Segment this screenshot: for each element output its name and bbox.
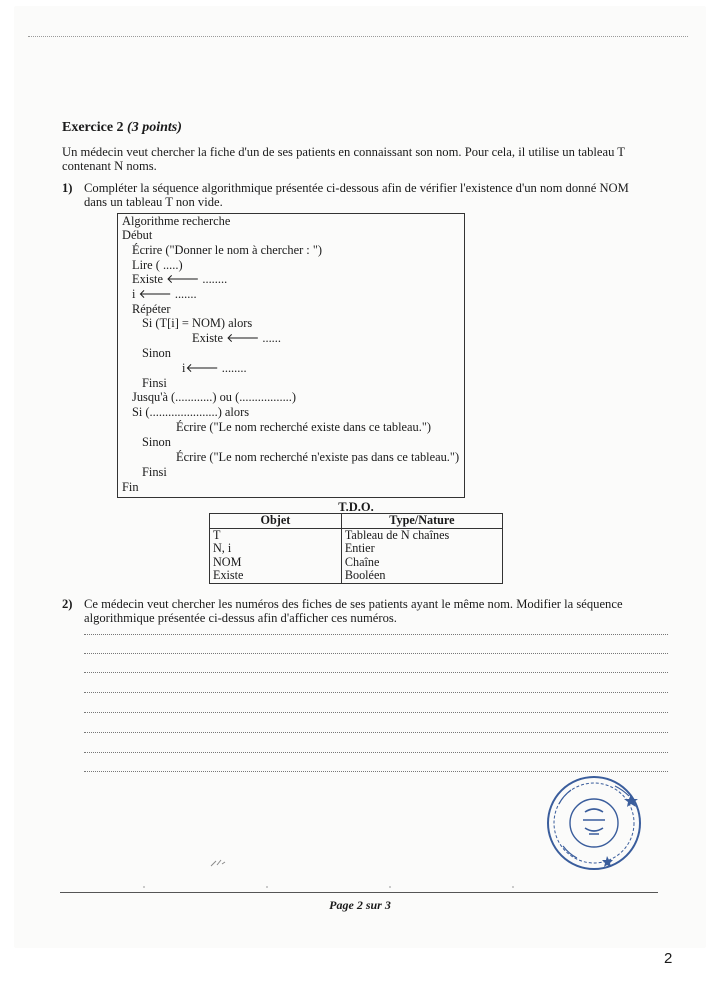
exam-page	[14, 6, 706, 948]
corner-number: 2	[664, 950, 673, 967]
algo-line: Fin	[122, 480, 139, 494]
algo-line: Sinon	[142, 435, 171, 449]
algo-line: i 🡐 .......	[132, 287, 197, 301]
tdo-cell: Chaîne	[341, 556, 502, 570]
print-speck	[512, 886, 514, 888]
algo-line: Finsi	[142, 376, 167, 390]
algo-line: Si (......................) alors	[132, 405, 250, 419]
algo-line: Répéter	[132, 302, 171, 316]
algo-line: Lire ( .....)	[132, 258, 183, 272]
question-2-line-2: algorithmique présentée ci-dessus afin d'afficher ces numéros.	[84, 611, 397, 625]
tdo-cell: Tableau de N chaînes	[341, 528, 502, 542]
tdo-title: T.D.O.	[338, 500, 374, 514]
print-speck	[143, 886, 145, 888]
algorithm-box	[117, 213, 465, 498]
answer-line	[84, 672, 668, 673]
algo-line: Si (T[i] = NOM) alors	[142, 316, 253, 330]
tdo-header-type: Type/Nature	[341, 514, 502, 529]
algo-line: Existe 🡐 ........	[132, 272, 228, 286]
tdo-table	[209, 513, 503, 584]
table-row	[210, 542, 503, 556]
tdo-cell: Existe	[210, 569, 342, 583]
question-1-number: 1)	[62, 181, 73, 195]
exercise-title	[62, 120, 182, 136]
algo-line: Sinon	[142, 346, 171, 360]
tdo-header-objet: Objet	[210, 514, 342, 529]
tdo-cell: Booléen	[341, 569, 502, 583]
exercise-points: (3 points)	[127, 120, 182, 135]
question-1-line-2: dans un tableau T non vide.	[84, 195, 223, 209]
question-2	[62, 597, 674, 625]
table-row	[210, 528, 503, 542]
tdo-cell: NOM	[210, 556, 342, 570]
algo-line: Écrire ("Le nom recherché n'existe pas dans ce tableau.")	[176, 450, 460, 464]
exercise-title-text: Exercice 2	[62, 120, 124, 135]
algo-line: Écrire ("Le nom recherché existe dans ce tableau.")	[176, 420, 432, 434]
question-2-number: 2)	[62, 597, 73, 611]
algo-line: Début	[122, 228, 153, 242]
question-1	[62, 181, 674, 209]
footer-divider	[60, 892, 658, 893]
tdo-cell: N, i	[210, 542, 342, 556]
algo-line: Existe 🡐 ......	[192, 331, 281, 345]
answer-line	[84, 752, 668, 753]
table-row	[210, 556, 503, 570]
answer-line	[84, 771, 668, 772]
tdo-cell: T	[210, 528, 342, 542]
page-number: Page 2 sur 3	[329, 898, 391, 912]
print-speck	[266, 886, 268, 888]
answer-line	[84, 653, 668, 654]
algo-line: Finsi	[142, 465, 167, 479]
pencil-mark-icon	[210, 858, 226, 871]
algo-line: Algorithme recherche	[122, 214, 231, 228]
algo-line: Jusqu'à (............) ou (.................)	[132, 390, 296, 404]
question-1-line-1: Compléter la séquence algorithmique présentée ci-dessous afin de vérifier l'existence d'un nom donné NOM	[84, 181, 629, 195]
answer-line	[84, 634, 668, 635]
exercise-intro: Un médecin veut chercher la fiche d'un de ses patients en connaissant son nom. Pour cela, il utilise un tableau T contenant N noms.	[62, 145, 625, 173]
algo-line: i🡐 ........	[182, 361, 247, 375]
tdo-cell: Entier	[341, 542, 502, 556]
answer-line	[84, 712, 668, 713]
answer-line	[84, 732, 668, 733]
official-stamp-icon	[545, 774, 643, 877]
table-row	[210, 569, 503, 583]
question-2-line-1: Ce médecin veut chercher les numéros des fiches de ses patients ayant le même nom. Modifier la séquence	[84, 597, 623, 611]
answer-line	[84, 692, 668, 693]
print-speck	[389, 886, 391, 888]
top-divider	[28, 36, 688, 37]
algo-line: Écrire ("Donner le nom à chercher : ")	[132, 243, 323, 257]
